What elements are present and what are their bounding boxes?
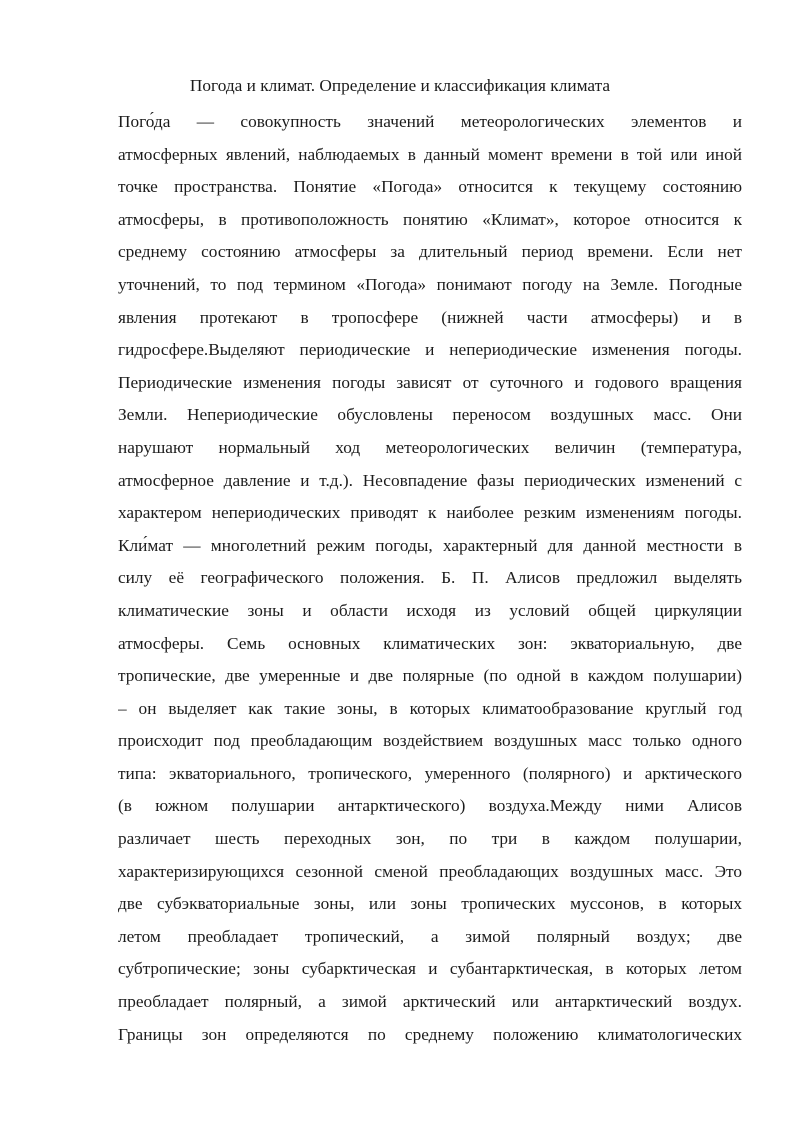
text-line: уточнений, то под термином «Погода» понимают погоду на Земле. Погодные xyxy=(118,274,742,294)
document-body xyxy=(118,106,742,1051)
text-line: Границы зон определяются по среднему положению климатологических xyxy=(118,1024,742,1044)
text-line: происходит под преобладающим воздействием воздушных масс только одного xyxy=(118,731,742,751)
text-line: атмосферное давление и т.д.). Несовпадение фазы периодических изменений с xyxy=(118,470,742,490)
text-line: субтропические; зоны субарктическая и субантарктическая, в которых летом xyxy=(118,959,742,979)
text-line: типа: экваториального, тропического, умеренного (полярного) и арктического xyxy=(118,763,742,783)
text-line: атмосферы, в противоположность понятию «Климат», которое относится к xyxy=(118,209,742,229)
text-line: различает шесть переходных зон, по три в каждом полушарии, xyxy=(118,829,742,849)
text-line: характером непериодических приводят к наиболее резким изменениям погоды. xyxy=(118,503,742,523)
text-line: характеризирующихся сезонной сменой преобладающих воздушных масс. Это xyxy=(118,861,742,881)
text-line: явления протекают в тропосфере (нижней части атмосферы) и в xyxy=(118,307,742,327)
text-line: силу её географического положения. Б. П. Алисов предложил выделять xyxy=(118,568,742,588)
text-line: преобладает полярный, а зимой арктический или антарктический воздух. xyxy=(118,992,742,1012)
text-line: Земли. Непериодические обусловлены переносом воздушных масс. Они xyxy=(118,405,742,425)
text-line: две субэкваториальные зоны, или зоны тропических муссонов, в которых xyxy=(118,894,742,914)
text-line: атмосферы. Семь основных климатических зон: экваториальную, две xyxy=(118,633,742,653)
text-line: точке пространства. Понятие «Погода» относится к текущему состоянию xyxy=(118,177,742,197)
text-line: климатические зоны и области исходя из условий общей циркуляции xyxy=(118,600,742,620)
text-line: тропические, две умеренные и две полярные (по одной в каждом полушарии) xyxy=(118,666,742,686)
text-line: нарушают нормальный ход метеорологических величин (температура, xyxy=(118,437,742,457)
text-line: летом преобладает тропический, а зимой полярный воздух; две xyxy=(118,926,742,946)
text-line: (в южном полушарии антарктического) воздуха.Между ними Алисов xyxy=(118,796,742,816)
text-line: Периодические изменения погоды зависят от суточного и годового вращения xyxy=(118,372,742,392)
text-line: Кли́мат — многолетний режим погоды, характерный для данной местности в xyxy=(118,535,742,555)
text-line: гидросфере.Выделяют периодические и непериодические изменения погоды. xyxy=(118,340,742,360)
text-line: среднему состоянию атмосферы за длительный период времени. Если нет xyxy=(118,242,742,262)
text-line: атмосферных явлений, наблюдаемых в данный момент времени в той или иной xyxy=(118,144,742,164)
document-title: Погода и климат. Определение и классификация климата xyxy=(189,76,611,95)
text-line: – он выделяет как такие зоны, в которых климатообразование круглый год xyxy=(118,698,742,718)
text-line: Пого́да — совокупность значений метеорологических элементов и xyxy=(118,112,742,131)
